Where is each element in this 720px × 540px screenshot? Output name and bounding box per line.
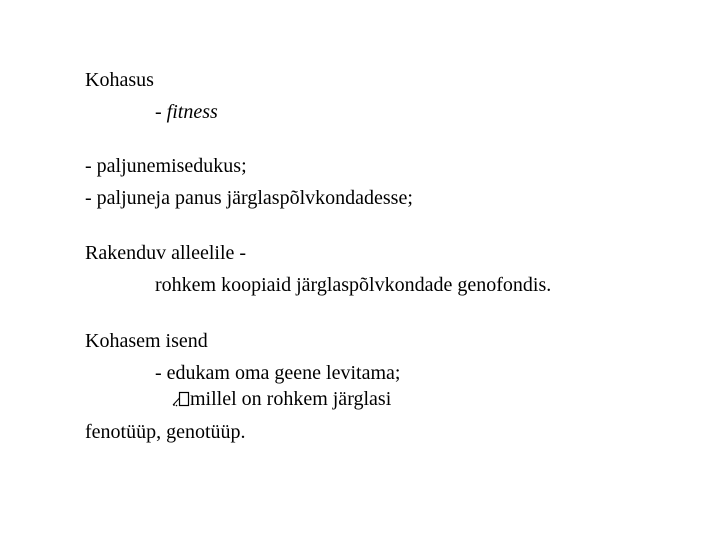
subtitle-term: fitness — [166, 101, 218, 123]
definition-line-2 — [85, 186, 413, 210]
fitter-text: fenotüüp, genotüüp. — [85, 421, 246, 443]
heading-title — [85, 68, 154, 92]
allele-text: Rakenduv alleelile - — [85, 242, 247, 264]
allele-line-2 — [155, 273, 551, 297]
fitter-line-3 — [172, 387, 391, 411]
heading-subtitle — [155, 100, 218, 124]
fitter-text: millel on rohkem järglasi — [190, 388, 392, 410]
fitter-line-1 — [85, 329, 208, 353]
fitter-line-4 — [85, 420, 246, 444]
broken-glyph-icon — [172, 390, 190, 408]
allele-line-1 — [85, 241, 246, 265]
allele-text: rohkem koopiaid järglaspõlvkondade genofondis. — [155, 274, 552, 296]
fitter-text: Kohasem isend — [85, 330, 208, 352]
subtitle-prefix: - — [155, 101, 167, 123]
definition-text: - paljunemisedukus; — [85, 155, 247, 177]
definition-text: - paljuneja panus järglaspõlvkondadesse; — [85, 187, 413, 209]
fitter-line-2 — [155, 361, 400, 385]
definition-line-1 — [85, 154, 247, 178]
fitter-text: - edukam oma geene levitama; — [155, 362, 401, 384]
heading-title-text: Kohasus — [85, 69, 154, 91]
